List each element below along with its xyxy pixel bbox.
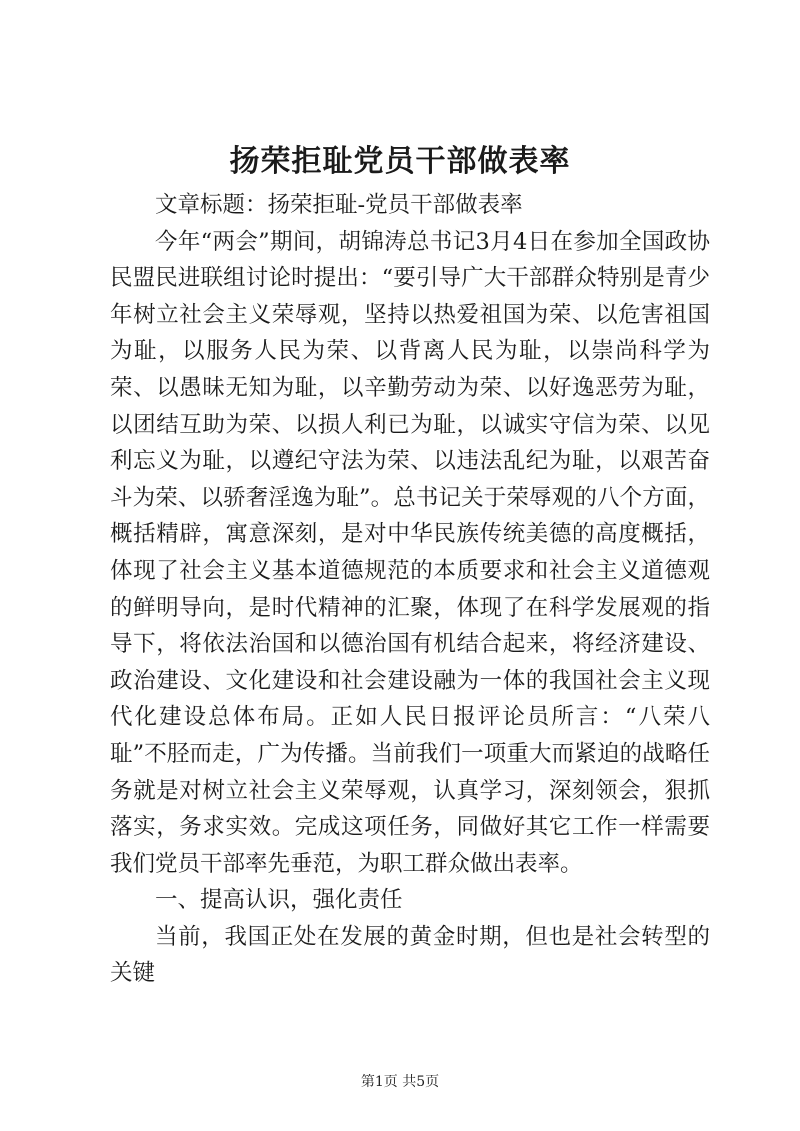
document-title: 扬荣拒耻党员干部做表率 [229, 144, 571, 179]
intro-paragraph: 今年“两会”期间，胡锦涛总书记3月4日在参加全国政协民盟民进联组讨论时提出：“要引导广大干部群众特别是青少年树立社会主义荣辱观，坚持以热爱祖国为荣、以危害祖国为耻，以服务人民为荣、以背离人民为耻，以崇尚科学为荣、以愚昧无知为耻，以辛勤劳动为荣、以好逸恶劳为耻，以团结互助为荣、以损人利已为耻，以诚实守信为荣、以见利忘义为耻，以遵纪守法为荣、以违法乱纪为耻，以艰苦奋斗为荣、以骄奢淫逸为耻”。总书记关于荣辱观的八个方面，概括精辟，寓意深刻，是对中华民族传统美德的高度概括，体现了社会主义基本道德规范的本质要求和社会主义道德观的鲜明导向，是时代精神的汇聚，体现了在科学发展观的指导下，将依法治国和以德治国有机结合起来，将经济建设、政治建设、文化建设和社会建设融为一体的我国社会主义现代化建设总体布局。正如人民日报评论员所言：“八荣八耻”不胫而走，广为传播。当前我们一项重大而紧迫的战略任务就是对树立社会主义荣辱观，认真学习，深刻领会，狠抓落实，务求实效。完成这项任务，同做好其它工作一样需要我们党员干部率先垂范，为职工群众做出表率。 [110, 228, 710, 877]
page-number-footer: 第1页 共5页 [360, 1074, 440, 1090]
section-heading: 一、提高认识，强化责任 [155, 887, 403, 914]
section-paragraph: 当前，我国正处在发展的黄金时期，但也是社会转型的关键 [110, 923, 710, 987]
article-title-line: 文章标题：扬荣拒耻-党员干部做表率 [155, 192, 523, 218]
document-body [110, 187, 710, 992]
